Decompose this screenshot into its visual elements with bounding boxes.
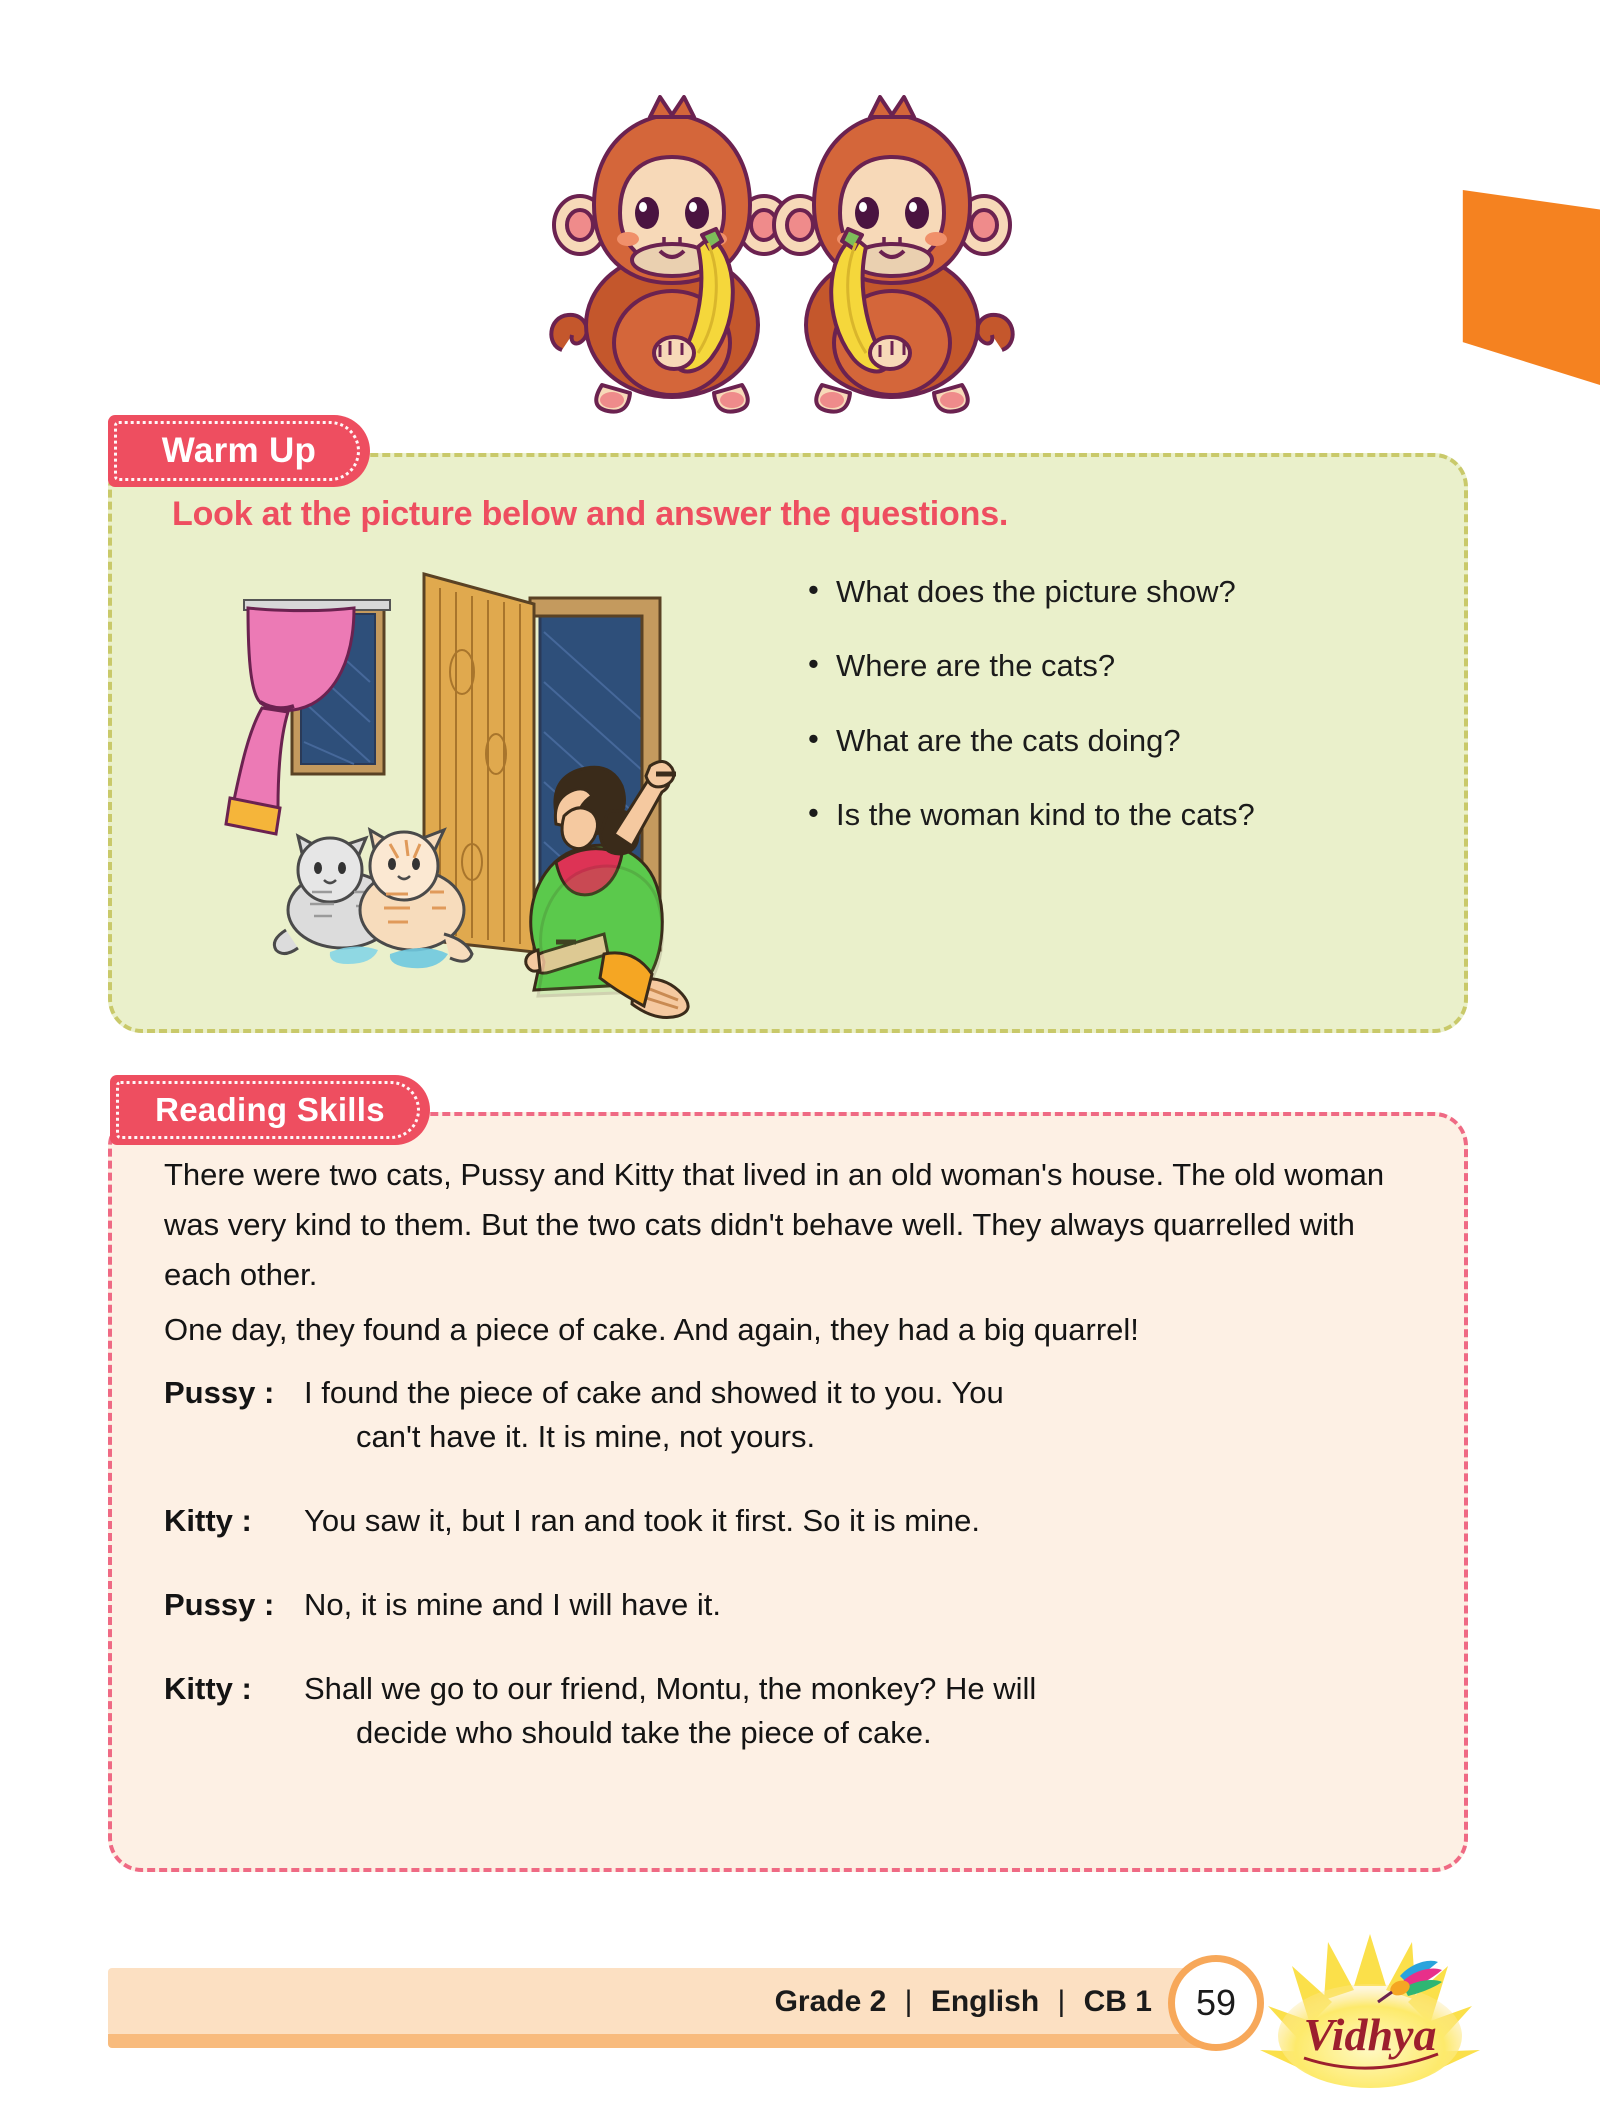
dialogue-text [302,1583,1429,1627]
dialogue-line [164,1667,1429,1755]
warm-up-illustration [204,562,704,1022]
dialogue-text [302,1667,1429,1755]
footer-book: CB 1 [1083,1985,1152,2018]
corner-tab-decoration [1460,190,1600,385]
story-paragraph: One day, they found a piece of cake. And again, they had a big quarrel! [164,1311,1139,1347]
dialogue-text-main: You saw it, but I ran and took it first. So it is mine. [304,1502,981,1538]
question-item: • What does the picture show? [802,572,1362,612]
dialogue-line [164,1499,1429,1543]
dialogue-text-continuation: can't have it. It is mine, not yours. [356,1418,816,1454]
dialogue-speaker: Pussy : [164,1586,275,1622]
reading-skills-panel [108,1112,1468,1872]
reading-skills-badge [110,1075,430,1145]
warm-up-questions-list [802,572,1362,869]
dialogue-speaker: Kitty : [164,1670,252,1706]
footer-grade: Grade 2 [774,1985,887,2018]
story-text [164,1150,1429,1755]
dialogue-text-main: I found the piece of cake and showed it to you. You [304,1374,1004,1410]
page-number: 59 [1168,1955,1264,2051]
dialogue-text-continuation: decide who should take the piece of cake. [356,1714,932,1750]
question-item: • What are the cats doing? [802,721,1362,761]
question-item: • Is the woman kind to the cats? [802,795,1362,835]
footer-separator: | [1057,1985,1066,2018]
footer-bar [108,1968,1218,2036]
dialogue-line [164,1371,1429,1459]
footer-subject: English [930,1985,1040,2018]
dialogue-text [302,1499,1429,1543]
reading-skills-badge-label: Reading Skills [155,1091,385,1128]
question-item: • Where are the cats? [802,646,1362,686]
monkeys-illustration [542,95,1022,420]
warm-up-instruction: Look at the picture below and answer the questions. [172,495,1009,533]
story-paragraph: There were two cats, Pussy and Kitty that lived in an old woman's house. The old woman was very kind to them. But the two cats didn't behave well. They always quarrelled with each other. [164,1157,1385,1293]
dialogue-text [302,1371,1429,1459]
warm-up-panel [108,453,1468,1033]
footer-separator: | [904,1985,913,2018]
logo-wordmark: Vidhya [1303,2009,1437,2060]
dialogue-text-main: No, it is mine and I will have it. [304,1586,721,1622]
dialogue-line [164,1583,1429,1627]
dialogue-text-main: Shall we go to our friend, Montu, the monkey? He will [304,1670,1037,1706]
vidhya-logo [1250,1918,1490,2093]
dialogue-speaker: Kitty : [164,1502,252,1538]
dialogue-speaker: Pussy : [164,1374,275,1410]
footer-info [775,1985,1152,2019]
warm-up-badge-label: Warm Up [161,431,317,470]
warm-up-badge [108,415,370,487]
